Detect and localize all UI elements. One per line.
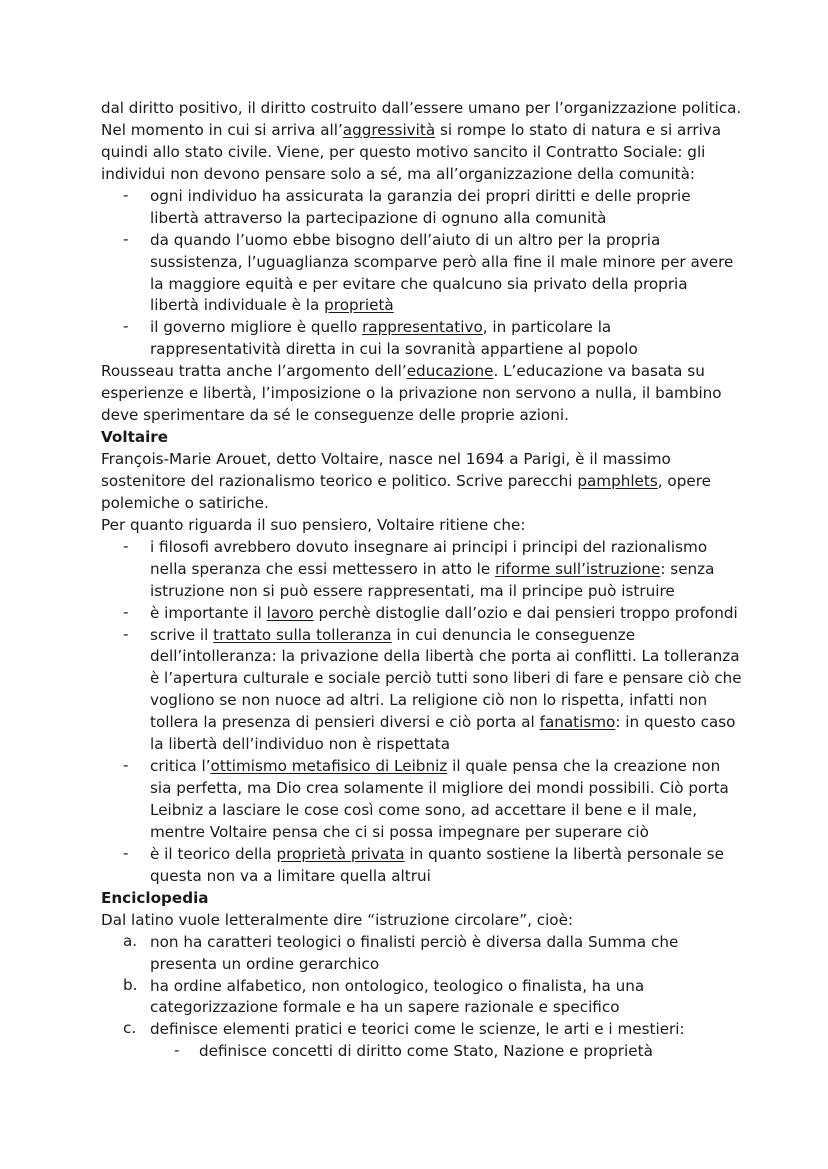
text-run: questa non va a limitare quella altrui (150, 866, 431, 885)
text-run: dell’intolleranza: la privazione della libertà che porta ai conflitti. La tolleranza (150, 647, 740, 666)
list-item (101, 625, 741, 757)
text-run: è l’apertura culturale e sociale perciò tutti sono liberi di fare e pensare ciò che (150, 669, 742, 688)
document-body (101, 98, 741, 1063)
text-line (101, 449, 741, 471)
dash-bullet: - (123, 624, 129, 643)
text-run: critica l’ (150, 757, 211, 776)
text-line (150, 800, 741, 822)
text-run: libertà attraverso la partecipazione di ognuno alla comunità (150, 208, 607, 227)
dash-bullet: - (123, 756, 129, 775)
list-item (101, 230, 741, 318)
text-run: . L’educazione va basata su (493, 362, 705, 381)
section-heading: Enciclopedia (101, 888, 209, 907)
text-line: presenta un ordine gerarchico (150, 954, 380, 973)
text-run: sia perfetta, ma Dio crea solamente il migliore dei mondi possibili. Ciò porta (150, 779, 729, 798)
rousseau-bullet-list (101, 186, 741, 362)
text-line (150, 581, 741, 603)
text-line (101, 383, 741, 405)
enciclopedia-lettered-list (101, 932, 741, 1064)
text-line (150, 712, 741, 734)
paragraph-contratto-sociale (101, 98, 741, 186)
underlined-term: lavoro (266, 603, 314, 622)
text-run: il governo migliore è quello (150, 318, 363, 337)
dash-bullet: - (123, 317, 129, 336)
list-item (101, 1019, 741, 1041)
text-line (150, 537, 741, 559)
text-run: Rousseau tratta anche l’argomento dell’ (101, 362, 407, 381)
list-item (101, 976, 741, 1020)
text-run: : senza (660, 559, 715, 578)
text-run: , in particolare la (482, 318, 612, 337)
text-line (101, 471, 741, 493)
dash-bullet: - (123, 843, 129, 862)
text-run: Per quanto riguarda il suo pensiero, Voltaire ritiene che: (101, 515, 526, 534)
text-line (150, 603, 741, 625)
underlined-term: trattato sulla tolleranza (213, 625, 392, 644)
text-line (101, 164, 741, 186)
text-run: rappresentatività diretta in cui la sovranità appartiene al popolo (150, 340, 638, 359)
underlined-term: rappresentativo (362, 318, 483, 337)
text-line (101, 493, 741, 515)
text-line (150, 756, 741, 778)
text-line (150, 559, 741, 581)
text-line (150, 625, 741, 647)
text-run: deve sperimentare da sé le conseguenze delle proprie azioni. (101, 406, 569, 425)
list-item (101, 537, 741, 603)
text-run: polemiche o satiriche. (101, 493, 269, 512)
text-line (150, 646, 741, 668)
text-run: , opere (657, 471, 711, 490)
text-run: la maggiore equità e per evitare che qualcuno sia privato della propria (150, 274, 688, 293)
text-line (150, 208, 741, 230)
text-run: mentre Voltaire pensa che ci si possa impegnare per superare ciò (150, 822, 649, 841)
text-run: esperienze e libertà, l’imposizione o la privazione non servono a nulla, il bambino (101, 384, 722, 403)
text-run: istruzione non si può essere rappresentati, ma il principe può istruire (150, 581, 675, 600)
text-run: si rompe lo stato di natura e si arriva (435, 120, 722, 139)
underlined-term: ottimismo metafisico di Leibniz (210, 757, 448, 776)
text-line (101, 361, 741, 383)
text-run: Leibniz a lasciare le cose così come sono, ad accettare il bene e il male, (150, 801, 698, 819)
dash-bullet: - (174, 1041, 180, 1060)
list-item (101, 756, 741, 844)
underlined-term: aggressività (342, 120, 436, 139)
text-line (150, 252, 741, 274)
letter-marker: c. (123, 1019, 137, 1038)
text-run: Nel momento in cui si arriva all’ (101, 120, 343, 139)
text-line (150, 295, 741, 317)
text-run: in cui denuncia le conseguenze (391, 625, 636, 644)
text-line (101, 120, 741, 142)
text-run: individui non devono pensare solo a sé, ma all’organizzazione della comunità: (101, 164, 696, 183)
text-line (150, 339, 741, 361)
list-item (101, 932, 741, 976)
text-run: scrive il (150, 625, 214, 644)
text-line: non ha caratteri teologici o finalisti perciò è diversa dalla Summa che (150, 932, 679, 951)
text-line (101, 142, 741, 164)
text-line (150, 186, 741, 208)
text-run: François-Marie Arouet, detto Voltaire, nasce nel 1694 a Parigi, è il massimo (101, 450, 671, 468)
text-line (150, 778, 741, 800)
text-line (150, 822, 741, 844)
list-item (101, 317, 741, 361)
dash-bullet: - (123, 536, 129, 555)
nested-list-item (101, 1041, 741, 1063)
text-line: definisce concetti di diritto come Stato, Nazione e proprietà (199, 1042, 653, 1061)
text-run: perchè distoglie dall’ozio e dai pensieri troppo profondi (313, 603, 738, 622)
text-run: : in questo caso (615, 713, 736, 732)
text-run: vogliono se non nuoce ad altri. La religione ciò non lo rispetta, infatti non (150, 691, 708, 710)
underlined-term: pamphlets (577, 471, 658, 490)
dash-bullet: - (123, 185, 129, 204)
underlined-term: fanatismo (539, 713, 616, 732)
text-run: quindi allo stato civile. Viene, per questo motivo sancito il Contratto Sociale: gli (101, 142, 706, 161)
text-run: in quanto sostiene la libertà personale se (404, 844, 724, 863)
dash-bullet: - (123, 229, 129, 248)
text-line (150, 734, 741, 756)
text-line (150, 866, 741, 888)
text-run: ogni individuo ha assicurata la garanzia dei propri diritti e delle proprie (150, 186, 691, 205)
text-run: è il teorico della (150, 844, 277, 863)
text-run: da quando l’uomo ebbe bisogno dell’aiuto di un altro per la propria (150, 230, 661, 249)
underlined-term: proprietà (324, 296, 394, 315)
paragraph-educazione (101, 361, 741, 427)
underlined-term: proprietà privata (276, 844, 405, 863)
text-line (101, 98, 741, 120)
text-line (101, 405, 741, 427)
text-run: la libertà dell’individuo non è rispettata (150, 735, 451, 754)
text-line (150, 668, 741, 690)
list-item (101, 603, 741, 625)
underlined-term: educazione (406, 362, 494, 381)
text-line: Dal latino vuole letteralmente dire “istruzione circolare”, cioè: (101, 910, 574, 929)
section-voltaire (101, 427, 741, 888)
text-run: libertà individuale è la (150, 296, 325, 315)
text-line: categorizzazione formale e ha un sapere razionale e specifico (150, 998, 620, 1017)
text-line: definisce elementi pratici e teorici come le scienze, le arti e i mestieri: (150, 1020, 685, 1039)
text-line: ha ordine alfabetico, non ontologico, teologico o finalista, ha una (150, 976, 645, 995)
letter-marker: b. (123, 975, 138, 994)
text-line (101, 515, 741, 537)
list-item (101, 186, 741, 230)
underlined-term: riforme sull’istruzione (495, 559, 661, 578)
text-line (150, 230, 741, 252)
text-line (150, 844, 741, 866)
text-run: il quale pensa che la creazione non (447, 757, 721, 776)
text-run: dal diritto positivo, il diritto costruito dall’essere umano per l’organizzazione politica. (101, 99, 742, 117)
text-line (150, 690, 741, 712)
text-run: i filosofi avrebbero dovuto insegnare ai principi i principi del razionalismo (150, 537, 708, 556)
dash-bullet: - (123, 602, 129, 621)
text-run: sussistenza, l’uguaglianza scomparve però alla fine il male minore per avere (150, 252, 734, 271)
list-item (101, 844, 741, 888)
section-heading: Voltaire (101, 428, 169, 447)
letter-marker: a. (123, 931, 138, 950)
text-line (150, 317, 741, 339)
text-run: è importante il (150, 603, 267, 622)
voltaire-bullet-list (101, 537, 741, 888)
text-line (150, 274, 741, 296)
text-run: tollera la presenza di pensieri diversi e ciò porta al (150, 713, 540, 732)
text-run: sostenitore del razionalismo teorico e politico. Scrive parecchi (101, 471, 578, 490)
section-enciclopedia (101, 888, 741, 1064)
text-run: nella speranza che essi mettessero in atto le (150, 559, 496, 578)
